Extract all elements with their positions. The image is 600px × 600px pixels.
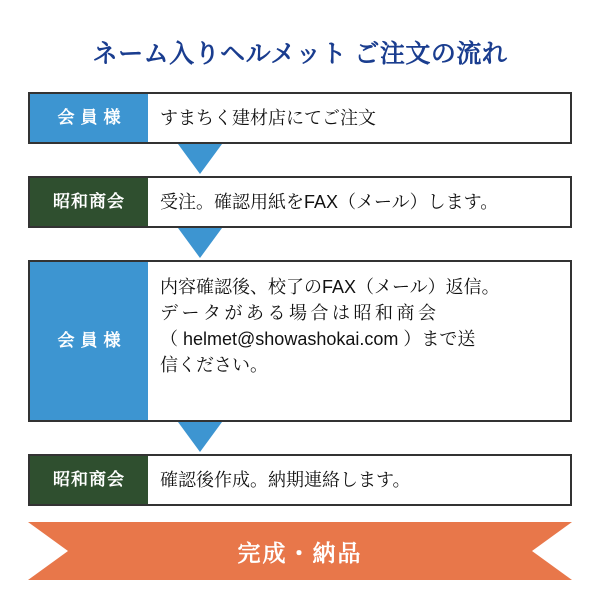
down-arrow-icon [178, 228, 222, 258]
flow-step-3-label: 会員様 [30, 262, 148, 420]
down-arrow-icon [178, 422, 222, 452]
flow-step-3-line-4: 信ください。 [160, 355, 268, 376]
banner-left-notch [28, 522, 68, 580]
page-title: ネーム入りヘルメット ご注文の流れ [92, 40, 508, 68]
flow-step-3-line-3: （ helmet@showashokai.com ）まで送 [160, 329, 476, 350]
down-arrow-icon [178, 144, 222, 174]
flow-container [28, 92, 572, 580]
flow-step-1 [28, 92, 572, 144]
arrow-1-wrap [28, 144, 572, 176]
flow-step-1-text: すまちく建材店にてご注文 [148, 94, 570, 142]
flow-step-2-label: 昭和商会 [30, 178, 148, 226]
arrow-3-wrap [28, 422, 572, 454]
flow-step-2 [28, 176, 572, 228]
flow-step-4 [28, 454, 572, 506]
arrow-2-wrap [28, 228, 572, 260]
flow-step-3-text [148, 262, 570, 420]
banner-right-notch [532, 522, 572, 580]
flow-step-4-label: 昭和商会 [30, 456, 148, 504]
flow-step-4-text: 確認後作成。納期連絡します。 [148, 456, 570, 504]
flow-step-3-line-2: データがある場合は昭和商会 [160, 303, 440, 324]
flow-step-3-line-1: 内容確認後、校了のFAX（メール）返信。 [160, 277, 500, 297]
flow-final-banner [28, 522, 572, 580]
flow-step-2-text: 受注。確認用紙をFAX（メール）します。 [148, 178, 570, 226]
flow-step-1-label: 会員様 [30, 94, 148, 142]
flow-final-label: 完成・納品 [28, 522, 572, 580]
flow-step-3 [28, 260, 572, 422]
